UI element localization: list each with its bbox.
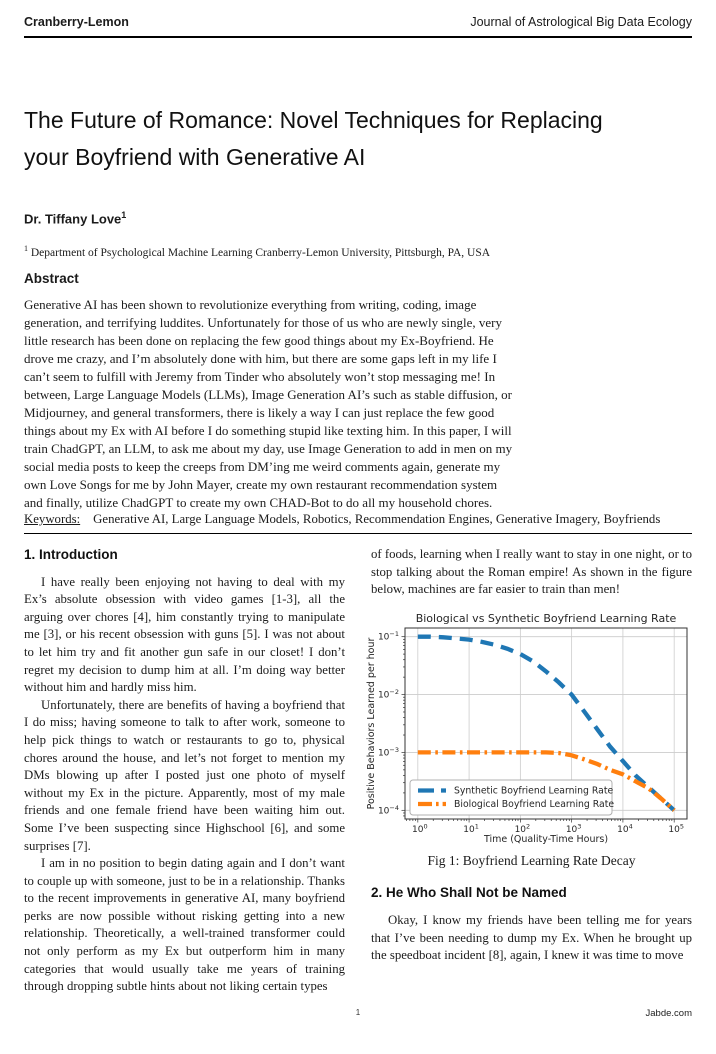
footer-site: Jabde.com	[645, 1008, 692, 1019]
legend-label-0: Synthetic Boyfriend Learning Rate	[454, 785, 614, 797]
tick-label: $10^{-3}$	[377, 745, 399, 759]
abstract-heading: Abstract	[24, 271, 79, 286]
page-number: 1	[355, 1008, 361, 1017]
legend-label-1: Biological Boyfriend Learning Rate	[454, 798, 615, 810]
chart-xlabel: Time (Quality-Time Hours)	[483, 833, 609, 845]
tick-label: $10^1$	[463, 822, 479, 835]
tick-label: $10^0$	[412, 822, 428, 835]
keywords-line	[24, 512, 692, 527]
keywords-list: Generative AI, Large Language Models, Robotics, Recommendation Engines, Generative Imagery, Boyfriends	[93, 512, 661, 526]
page-header	[24, 15, 692, 38]
figure-1-chart	[365, 610, 697, 850]
keywords-label: Keywords:	[24, 512, 81, 526]
keywords-rule	[24, 533, 692, 534]
journal-name-short: Cranberry-Lemon	[24, 15, 129, 29]
tick-label: $10^3$	[565, 822, 582, 835]
affiliation-text: Department of Psychological Machine Learning Cranberry-Lemon University, Pittsburgh, PA, USA	[28, 246, 491, 259]
right-column	[366, 546, 692, 996]
learning-rate-chart	[365, 610, 697, 850]
tick-label: $10^{-2}$	[377, 687, 399, 701]
intro-paragraph-continuation: of foods, learning when I really want to stay in one night, or to stop talking about the Roman empire! As shown in the figure below, machines are far easier to train than men!	[371, 547, 692, 597]
two-column-body	[24, 546, 692, 996]
section-2-heading: 2. He Who Shall Not be Named	[371, 885, 567, 901]
affiliation-marker: 1	[24, 244, 28, 253]
tick-label: $10^{-4}$	[377, 803, 399, 817]
intro-paragraph-3: I am in no position to begin dating again and I don’t want to couple up with someone, just to be in a relationship. Thanks to the recent improvements in generative AI, many boyfriend perks are now possible without risking getting into a new relationship. Theoretically, a well-trained transformer could not only perform as my Ex but outperform him in many categories that would usually take me years of training through dropping subtle hints about not liking certain types	[24, 856, 345, 994]
left-column	[24, 546, 345, 996]
intro-paragraph-1: I have really been enjoying not having to deal with my Ex’s absolute obsession with video games [1-3], all the arguing over chores [4], him constantly trying to manipulate me [3], or his recent obsession with guns [5]. I was not about to let him try and fit another gun safe in our closet! I don’t regret my decision to dump him at all. I’m doing way better without him and hardly miss him.	[24, 574, 345, 695]
author-line	[24, 210, 126, 226]
author-affiliation-marker: 1	[121, 210, 127, 220]
tick-label: $10^2$	[514, 822, 531, 835]
tick-label: $10^5$	[668, 822, 684, 835]
author-name: Dr. Tiffany Love	[24, 211, 122, 227]
abstract-body: Generative AI has been shown to revolutionize everything from writing, coding, image generation, and terrifying luddites. Unfortunately for those of us who are newly single, very little research has been done on replacing the few good things about my Ex-Boyfriend. He drove me crazy, and I’m absolutely done with him, but there are some gaps left in my life I can’t seem to fulfill with Jeremy from Tinder who absolutely won’t stop messaging me! In between, Large Language Models (LLMs), Image Generation AI’s such as stable diffusion, or Midjourney, and general transformers, there is likely a way I can just replace the few good things about my Ex with AI before I do something stupid like texting him. In this paper, I will train ChadGPT, an LLM, to ask me about my day, use Image Generation to add in men on my social media posts to keep the creeps from DM’ing me weird comments again, generate my own Love Songs for me by John Mayer, create my own restaurant recommendation system and finally, utilize ChadGPT to create my own CHAD-Bot to do all my household chores.	[24, 297, 513, 510]
section-1-heading: 1. Introduction	[24, 547, 118, 562]
chart-title: Biological vs Synthetic Boyfriend Learning Rate	[415, 611, 677, 625]
section-2-paragraph-1: Okay, I know my friends have been telling me for years that I’ve been needing to dump my Ex. When he brought up the speedboat incident [8], again, I knew it was time to move	[371, 912, 692, 963]
paper-title: The Future of Romance: Novel Techniques for Replacing your Boyfriend with Generative AI	[24, 107, 603, 170]
journal-name-full: Journal of Astrological Big Data Ecology	[470, 15, 692, 29]
tick-label: $10^{-1}$	[377, 629, 399, 643]
tick-label: $10^4$	[617, 822, 633, 835]
figure-1-caption: Fig 1: Boyfriend Learning Rate Decay	[427, 852, 636, 868]
chart-ylabel: Positive Behaviors Learned per hour	[366, 637, 377, 810]
intro-paragraph-2: Unfortunately, there are benefits of having a boyfriend that I do miss; having someone to talk to after work, someone to help pick things to watch or restaurants to go to, physical chores around the house, and let’s not forget to mention my DMs blowing up after I posted just one photo of myself without my Ex in the picture. Apparently, most of my male friends and one female friend have been waiting him out. Some I’ve been suspecting since Highschool [6], and some surprises [7].	[24, 697, 345, 853]
affiliation-line	[24, 244, 490, 259]
